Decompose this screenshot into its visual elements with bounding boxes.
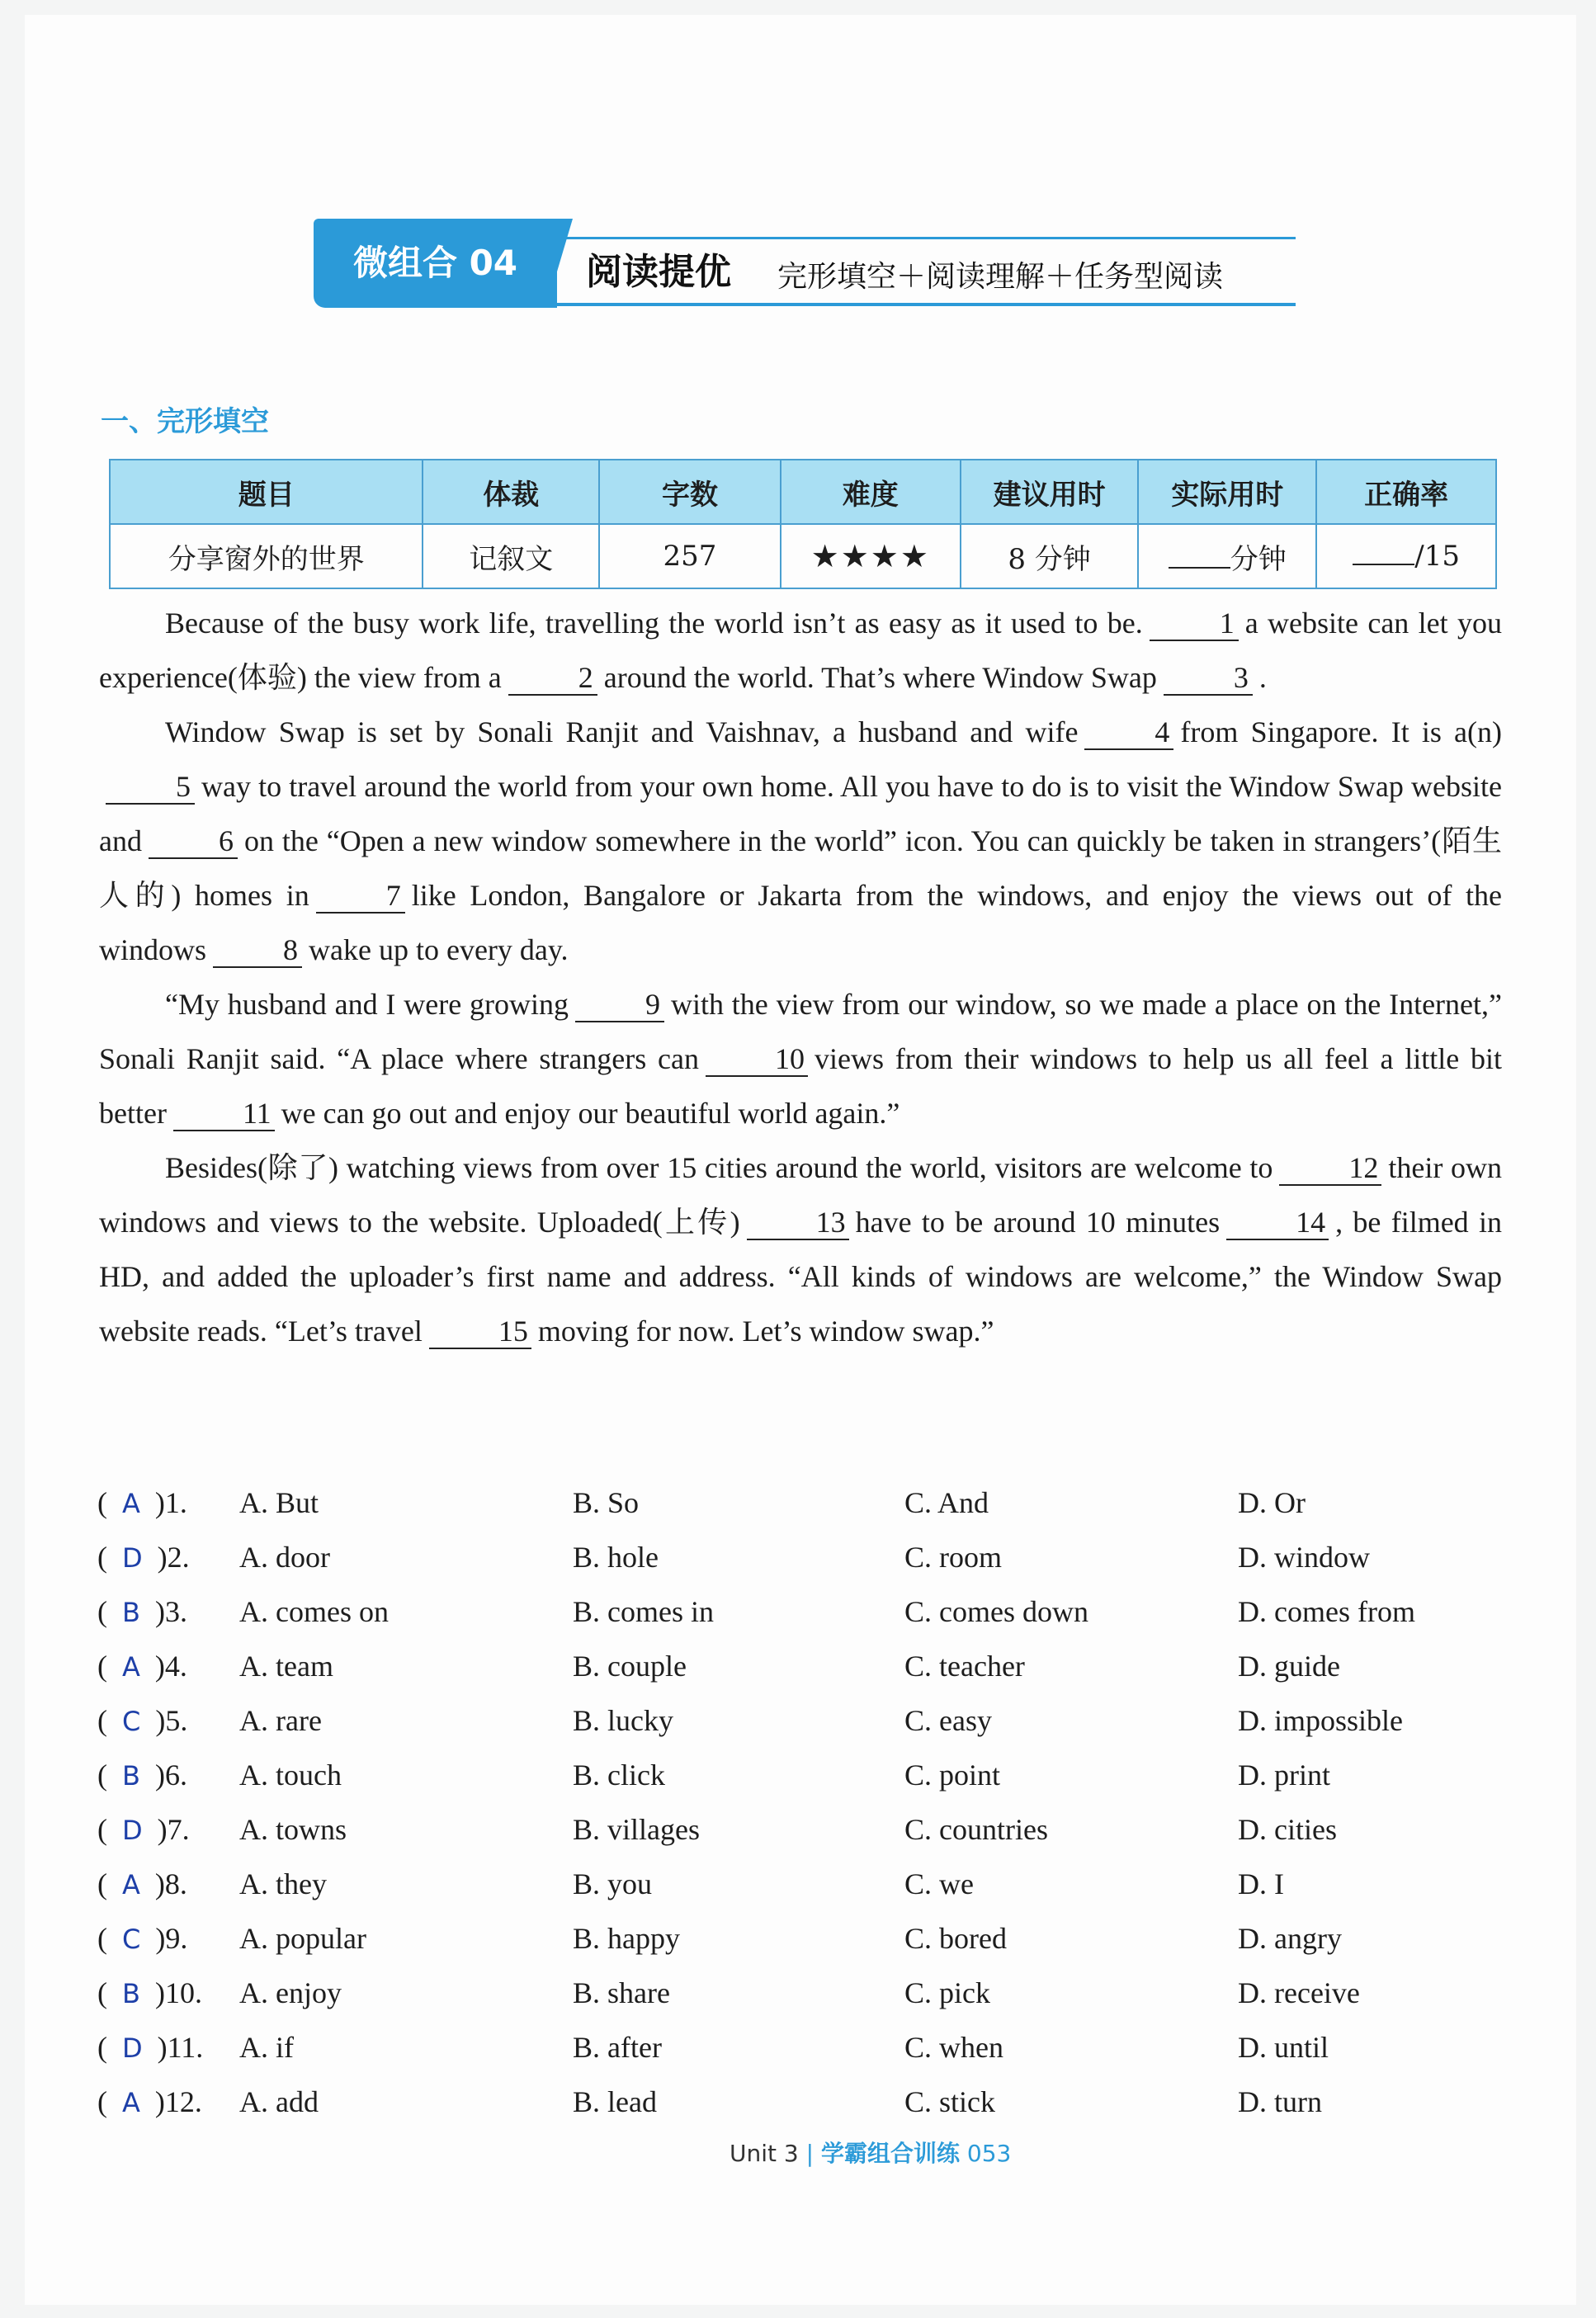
footer-unit: Unit 3 — [730, 2140, 799, 2167]
blank-1[interactable]: 1 — [1150, 607, 1239, 641]
banner-tab: 微组合 04 — [314, 219, 557, 308]
text: have to be around 10 minutes — [855, 1206, 1221, 1239]
answer-mark[interactable]: A — [122, 1488, 140, 1519]
cell-difficulty: ★★★★ — [781, 524, 961, 588]
question-number: ( B )10. — [97, 1976, 202, 2009]
option-b[interactable]: B. comes in — [573, 1595, 714, 1628]
text: , be filmed in HD, and added the uploader’s first name and address. “All kinds of windows are welcome,” the Window Swap website reads. “Let’s travel — [99, 1206, 1502, 1348]
option-b[interactable]: B. lead — [573, 2085, 657, 2118]
question-number: ( C )9. — [97, 1922, 188, 1955]
blank-10[interactable]: 10 — [706, 1042, 808, 1077]
blank-8[interactable]: 8 — [213, 933, 302, 968]
qnum-text: )9. — [155, 1922, 188, 1955]
text: . — [1258, 661, 1267, 694]
option-d[interactable]: D. turn — [1238, 2085, 1322, 2118]
header-actual: 实际用时 — [1138, 460, 1316, 524]
option-d[interactable]: D. impossible — [1238, 1704, 1404, 1737]
text: Besides(除了) watching views from over 15 cities around the world, visitors are welcome to — [165, 1151, 1273, 1184]
question-number: ( D )2. — [97, 1541, 190, 1574]
answer-mark[interactable]: B — [122, 1597, 140, 1628]
answer-mark[interactable]: B — [122, 1760, 140, 1792]
header-difficulty: 难度 — [781, 460, 961, 524]
paragraph-4 — [99, 1140, 1502, 1358]
question-number: ( A )12. — [97, 2085, 202, 2118]
option-c[interactable]: C. comes down — [904, 1595, 1088, 1628]
option-b[interactable]: B. hole — [573, 1541, 659, 1574]
question-row — [97, 1802, 1500, 1857]
answer-mark[interactable]: A — [122, 1651, 140, 1683]
option-a[interactable]: A. they — [239, 1867, 327, 1900]
option-c[interactable]: C. stick — [904, 2085, 996, 2118]
question-row — [97, 1475, 1500, 1530]
option-a[interactable]: A. team — [239, 1650, 333, 1683]
option-c[interactable]: C. bored — [904, 1922, 1007, 1955]
question-list — [97, 1475, 1500, 2129]
option-c[interactable]: C. pick — [904, 1976, 990, 2009]
blank-14[interactable]: 14 — [1226, 1206, 1329, 1240]
accuracy-total: /15 — [1414, 540, 1460, 573]
question-row — [97, 1857, 1500, 1911]
question-row — [97, 1584, 1500, 1639]
info-table — [109, 459, 1497, 589]
blank-11[interactable]: 11 — [173, 1097, 275, 1131]
blank-7[interactable]: 7 — [316, 879, 405, 914]
actual-time-unit: 分钟 — [1230, 542, 1287, 576]
blank-5[interactable]: 5 — [106, 770, 195, 805]
question-row — [97, 2020, 1500, 2075]
blank-15[interactable]: 15 — [429, 1315, 531, 1349]
question-number: ( B )3. — [97, 1595, 187, 1628]
qnum-text: )3. — [154, 1595, 187, 1628]
text: around the world. That’s where Window Swap — [603, 661, 1157, 694]
option-c[interactable]: C. room — [904, 1541, 1003, 1574]
text: like London, Bangalore or Jakarta from the windows, and enjoy the views out of the windows — [99, 879, 1502, 966]
cell-actual[interactable] — [1138, 524, 1316, 588]
blank-6[interactable]: 6 — [149, 824, 238, 859]
option-a[interactable]: A. if — [239, 2031, 294, 2064]
option-c[interactable]: C. when — [904, 2031, 1003, 2064]
question-row — [97, 1693, 1500, 1748]
qnum-text: )1. — [154, 1486, 187, 1519]
option-c[interactable]: C. easy — [904, 1704, 992, 1737]
question-number: ( A )8. — [97, 1867, 187, 1900]
option-d[interactable]: D. comes from — [1238, 1595, 1415, 1628]
page-footer — [730, 2136, 1011, 2169]
passage — [99, 596, 1502, 1358]
paragraph-1 — [99, 596, 1502, 705]
text: from Singapore. It is a(n) — [1180, 715, 1502, 748]
option-d[interactable]: D. Or — [1238, 1486, 1306, 1519]
text: Window Swap is set by Sonali Ranjit and Vaishnav, a husband and wife — [165, 715, 1079, 748]
banner-bottom-line — [557, 303, 1296, 306]
banner-top-line — [557, 237, 1296, 239]
text: moving for now. Let’s window swap.” — [537, 1315, 994, 1348]
header-words: 字数 — [599, 460, 781, 524]
footer-brand: 学霸组合训练 — [820, 2140, 960, 2167]
option-a[interactable]: A. rare — [239, 1704, 322, 1737]
option-b[interactable]: B. villages — [573, 1813, 700, 1846]
text: on the “Open a new window somewhere in the world” icon. You can quickly be taken in strangers’(陌生人的) homes in — [99, 824, 1502, 912]
option-a[interactable]: A. But — [239, 1486, 319, 1519]
option-b[interactable]: B. So — [573, 1486, 640, 1519]
option-d[interactable]: D. window — [1238, 1541, 1370, 1574]
blank-4[interactable]: 4 — [1084, 715, 1173, 750]
text: “My husband and I were growing — [165, 988, 569, 1021]
qnum-text: )7. — [157, 1813, 190, 1846]
answer-mark[interactable]: B — [122, 1978, 140, 2009]
qnum-text: )8. — [154, 1867, 187, 1900]
qnum-text: )4. — [154, 1650, 187, 1683]
answer-mark[interactable]: A — [122, 1869, 140, 1900]
cell-genre: 记叙文 — [423, 524, 599, 588]
option-b[interactable]: B. couple — [573, 1650, 687, 1683]
text: way to travel around the world from your own home. All you have to do is to visit the Window Swap website and — [99, 770, 1502, 857]
option-a[interactable]: A. touch — [239, 1759, 342, 1792]
qnum-text: )11. — [157, 2031, 204, 2064]
answer-mark[interactable]: D — [122, 1542, 143, 1574]
answer-mark[interactable]: D — [122, 2032, 143, 2064]
option-c[interactable]: C. teacher — [904, 1650, 1025, 1683]
option-b[interactable]: B. happy — [573, 1922, 680, 1955]
answer-mark[interactable]: A — [122, 2087, 140, 2118]
option-c[interactable]: C. countries — [904, 1813, 1048, 1846]
question-number: ( A )1. — [97, 1486, 187, 1519]
question-row — [97, 1530, 1500, 1584]
blank-13[interactable]: 13 — [747, 1206, 849, 1240]
banner-title: 阅读提优 — [586, 251, 731, 293]
answer-mark[interactable]: D — [122, 1815, 143, 1846]
question-number: ( C )5. — [97, 1704, 188, 1737]
option-c[interactable]: C. point — [904, 1759, 1001, 1792]
question-row — [97, 1966, 1500, 2020]
option-a[interactable]: A. towns — [239, 1813, 347, 1846]
text: we can go out and enjoy our beautiful world again.” — [281, 1097, 900, 1130]
option-a[interactable]: A. door — [239, 1541, 330, 1574]
info-table-header — [110, 460, 1496, 524]
qnum-text: )6. — [154, 1759, 187, 1792]
info-table-row — [110, 524, 1496, 588]
accuracy-blank[interactable] — [1353, 541, 1414, 565]
footer-page-number: 053 — [966, 2140, 1012, 2167]
text: a website can let you experience(体验) the view from a — [99, 607, 1502, 694]
option-c[interactable]: C. we — [904, 1867, 974, 1900]
option-d[interactable]: D. print — [1238, 1759, 1330, 1792]
option-d[interactable]: D. cities — [1238, 1813, 1337, 1846]
option-b[interactable]: B. lucky — [573, 1704, 673, 1737]
header-banner — [314, 219, 1296, 309]
banner-subtitle: 完形填空＋阅读理解＋任务型阅读 — [777, 260, 1224, 294]
cell-accuracy[interactable] — [1316, 524, 1496, 588]
cell-topic: 分享窗外的世界 — [110, 524, 423, 588]
option-c[interactable]: C. And — [904, 1486, 989, 1519]
blank-12[interactable]: 12 — [1279, 1151, 1381, 1186]
header-genre: 体裁 — [423, 460, 599, 524]
header-suggested: 建议用时 — [961, 460, 1139, 524]
text: their own windows and views to the website. Uploaded(上传) — [99, 1151, 1502, 1239]
option-a[interactable]: A. comes on — [239, 1595, 389, 1628]
option-d[interactable]: D. I — [1238, 1867, 1284, 1900]
option-a[interactable]: A. add — [239, 2085, 319, 2118]
qnum-text: )12. — [154, 2085, 202, 2118]
cell-suggested: 8 分钟 — [961, 524, 1139, 588]
blank-2[interactable]: 2 — [508, 661, 597, 696]
cell-words: 257 — [599, 524, 781, 588]
option-b[interactable]: B. click — [573, 1759, 665, 1792]
blank-9[interactable]: 9 — [575, 988, 664, 1022]
option-b[interactable]: B. after — [573, 2031, 662, 2064]
qnum-text: )10. — [154, 1976, 202, 2009]
question-row — [97, 1748, 1500, 1802]
option-b[interactable]: B. share — [573, 1976, 670, 2009]
option-a[interactable]: A. popular — [239, 1922, 366, 1955]
qnum-text: )5. — [155, 1704, 188, 1737]
answer-mark[interactable]: C — [122, 1706, 141, 1737]
option-d[interactable]: D. until — [1238, 2031, 1329, 2064]
text: views from their windows to help us all feel a little bit better — [99, 1042, 1502, 1130]
footer-divider: | — [805, 2140, 815, 2167]
text: wake up to every day. — [309, 933, 569, 966]
question-row — [97, 1911, 1500, 1966]
answer-mark[interactable]: C — [122, 1924, 141, 1955]
option-d[interactable]: D. receive — [1238, 1976, 1360, 2009]
question-row — [97, 2075, 1500, 2129]
question-number: ( B )6. — [97, 1759, 187, 1792]
header-accuracy: 正确率 — [1316, 460, 1496, 524]
text: Because of the busy work life, travelling the world isn’t as easy as it used to be. — [165, 607, 1143, 640]
option-d[interactable]: D. guide — [1238, 1650, 1340, 1683]
paragraph-2 — [99, 705, 1502, 977]
qnum-text: )2. — [157, 1541, 190, 1574]
header-topic: 题目 — [110, 460, 423, 524]
section-title: 一、完形填空 — [101, 405, 269, 438]
option-a[interactable]: A. enjoy — [239, 1976, 342, 2009]
blank-3[interactable]: 3 — [1164, 661, 1253, 696]
option-d[interactable]: D. angry — [1238, 1922, 1342, 1955]
question-number: ( D )7. — [97, 1813, 190, 1846]
actual-time-blank[interactable] — [1169, 544, 1230, 569]
option-b[interactable]: B. you — [573, 1867, 653, 1900]
question-row — [97, 1639, 1500, 1693]
question-number: ( A )4. — [97, 1650, 187, 1683]
paragraph-3 — [99, 977, 1502, 1140]
text: with the view from our window, so we made a place on the Internet,” Sonali Ranjit said. “A place where strangers can — [99, 988, 1502, 1075]
question-number: ( D )11. — [97, 2031, 204, 2064]
